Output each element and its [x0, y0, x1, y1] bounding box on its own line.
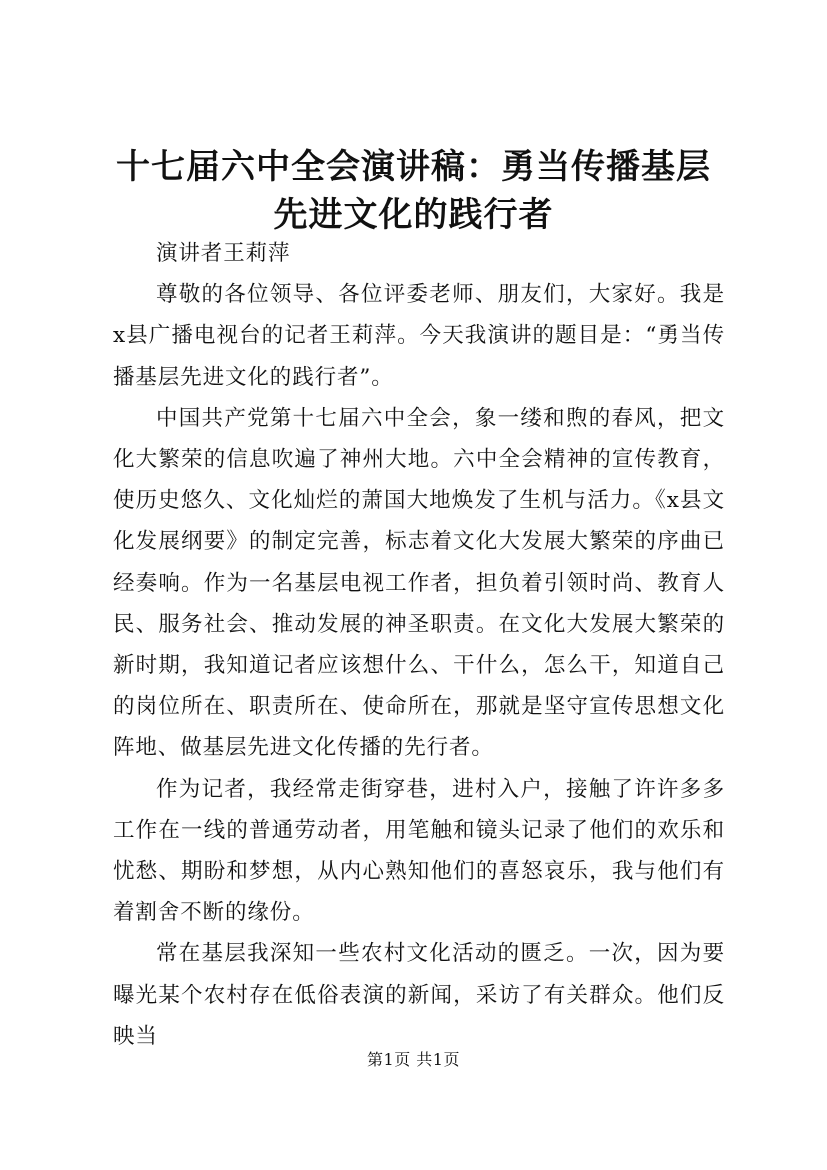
paragraph-3: 作为记者，我经常走街穿巷，进村入户，接触了许许多多工作在一线的普通劳动者，用笔触和镜头记录了他们的欢乐和忧愁、期盼和梦想，从内心熟知他们的喜怒哀乐，我与他们有着割舍不断的缘份。 [113, 776, 725, 926]
author-line: 演讲者王莉萍 [156, 241, 291, 266]
document-body [113, 233, 725, 1057]
paragraph-2: 中国共产党第十七届六中全会，象一缕和煦的春风，把文化大繁荣的信息吹遍了神州大地。六中全会精神的宣传教育，使历史悠久、文化灿烂的萧国大地焕发了生机与活力。《x县文化发展纲要》的制定完善，标志着文化大发展大繁荣的序曲已经奏响。作为一名基层电视工作者，担负着引领时尚、教育人民、服务社会、推动发展的神圣职责。在文化大发展大繁荣的新时期，我知道记者应该想什么、干什么，怎么干，知道自己的岗位所在、职责所在、使命所在，那就是坚守宣传思想文化阵地、做基层先进文化传播的先行者。 [113, 405, 725, 761]
paragraph-1: 尊敬的各位领导、各位评委老师、朋友们，大家好。我是x县广播电视台的记者王莉萍。今天我演讲的题目是：“勇当传播基层先进文化的践行者”。 [113, 282, 725, 390]
document-title: 十七届六中全会演讲稿：勇当传播基层先进文化的践行者 [116, 147, 711, 235]
page-footer: 第1页 共1页 [367, 1050, 460, 1069]
paragraph-4: 常在基层我深知一些农村文化活动的匮乏。一次，因为要曝光某个农村存在低俗表演的新闻，采访了有关群众。他们反映当 [113, 941, 725, 1049]
